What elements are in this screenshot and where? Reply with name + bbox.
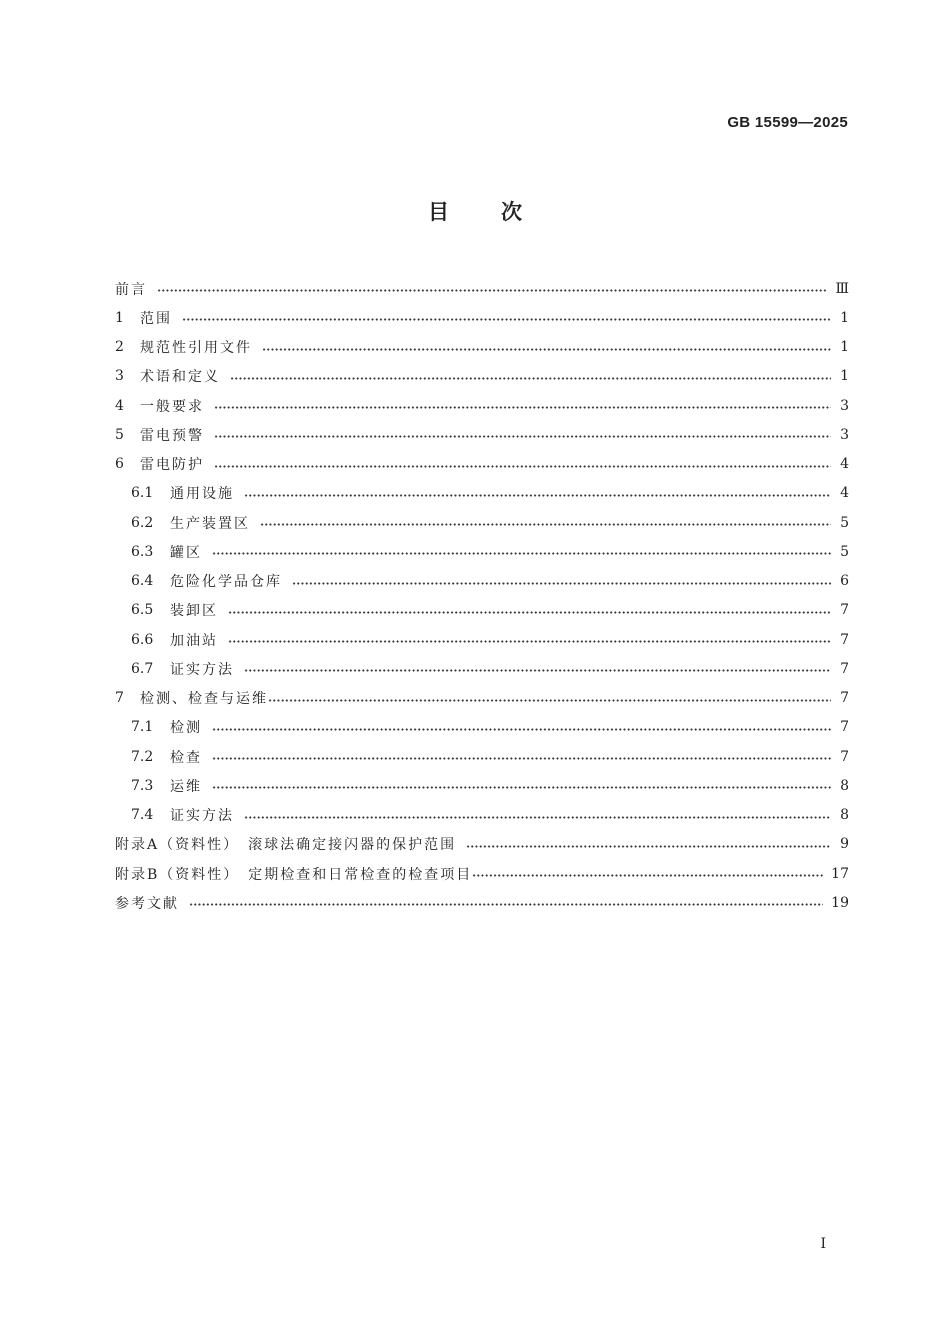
toc-entry[interactable] [115,450,849,479]
toc-entry-number: 4 [115,397,124,414]
toc-entry-page: 7 [840,660,849,677]
dot-leader [157,289,827,292]
dot-leader [228,640,831,643]
toc-entry[interactable] [115,830,849,859]
toc-entry-label: 附录A（资料性） 滚球法确定接闪器的保护范围 [115,837,457,854]
toc-entry-page: 17 [831,865,849,882]
toc-entry-label: 通用设施 [170,486,234,503]
toc-entry[interactable] [115,859,849,888]
toc-entry-label: 规范性引用文件 [140,340,252,357]
toc-entry-number: 7.1 [131,719,154,736]
toc-entry[interactable] [115,801,849,830]
toc-entry-page: 3 [840,426,849,443]
dot-leader [268,699,831,702]
toc-entry-page: 8 [840,777,849,794]
toc-entry-page: 5 [840,543,849,560]
toc-entry[interactable] [115,596,849,625]
toc-entry-label: 加油站 [170,632,218,649]
toc-entry-label: 参考文献 [115,895,179,912]
toc-entry-label: 检测 [170,720,202,737]
toc-entry-number: 7 [115,690,124,707]
dot-leader [214,406,831,409]
toc-entry-number: 6 [115,456,124,473]
toc-entry-label: 雷电防护 [140,457,204,474]
toc-entry[interactable] [115,537,849,566]
toc-entry-label: 范围 [140,310,172,327]
page-folio: I [820,1236,826,1252]
toc-entry-label: 罐区 [170,544,202,561]
dot-leader [244,669,831,672]
toc-entry-page: 8 [840,807,849,824]
dot-leader [228,611,831,614]
toc-entry[interactable] [115,742,849,771]
toc-entry-number: 6.7 [131,660,154,677]
dot-leader [212,757,831,760]
toc-entry-page: 1 [840,368,849,385]
toc-entry[interactable] [115,771,849,800]
toc-entry-page: 7 [840,602,849,619]
toc-entry-label: 危险化学品仓库 [170,574,282,591]
toc-entry-page: 9 [840,836,849,853]
toc-entry[interactable] [115,420,849,449]
toc-entry-number: 6.4 [131,573,154,590]
dot-leader [466,845,831,848]
toc-entry-number: 6.5 [131,602,154,619]
dot-leader [212,728,831,731]
toc-entry-number: 1 [115,309,124,326]
toc-entry-page: 7 [840,631,849,648]
dot-leader [472,874,823,877]
dot-leader [260,523,831,526]
toc-entry-label: 前言 [115,281,147,298]
toc-entry-page: 4 [840,485,849,502]
toc-entry-number: 6.1 [131,485,154,502]
toc-entry[interactable] [115,713,849,742]
toc-entry[interactable] [115,333,849,362]
toc-entry-page: Ⅲ [835,280,849,297]
page-title: 目次 [428,200,574,224]
toc-entry-label: 术语和定义 [140,369,220,386]
toc-entry-page: 7 [840,690,849,707]
toc-entry-number: 3 [115,368,124,385]
toc-entry-number: 6.6 [131,631,154,648]
dot-leader [244,816,831,819]
toc-entry-number: 2 [115,339,124,356]
toc-entry-label: 运维 [170,778,202,795]
toc-entry[interactable] [115,391,849,420]
toc-entry[interactable] [115,274,849,303]
toc-entry-page: 5 [840,514,849,531]
toc-entry-number: 7.2 [131,748,154,765]
toc-entry-number: 5 [115,426,124,443]
toc-entry[interactable] [115,684,849,713]
standard-number: GB 15599—2025 [727,114,848,131]
toc-entry-number: 6.3 [131,543,154,560]
toc-entry-page: 4 [840,456,849,473]
toc-entry-label: 检测、检查与运维 [140,691,268,708]
dot-leader [214,435,831,438]
toc-entry-page: 1 [840,339,849,356]
toc-entry-page: 7 [840,748,849,765]
toc-entry[interactable] [115,362,849,391]
toc-entry[interactable] [115,888,849,917]
dot-leader [230,377,831,380]
toc-entry-page: 6 [840,573,849,590]
table-of-contents [115,274,849,918]
toc-entry-number: 6.2 [131,514,154,531]
toc-entry[interactable] [115,303,849,332]
toc-entry-page: 3 [840,397,849,414]
dot-leader [292,582,831,585]
dot-leader [244,494,831,497]
toc-entry-label: 证实方法 [170,808,234,825]
toc-entry-number: 7.3 [131,777,154,794]
toc-entry[interactable] [115,654,849,683]
toc-entry[interactable] [115,508,849,537]
dot-leader [182,318,831,321]
toc-entry-page: 19 [831,894,849,911]
toc-entry[interactable] [115,567,849,596]
toc-entry-label: 一般要求 [140,398,204,415]
toc-entry[interactable] [115,625,849,654]
toc-entry-label: 雷电预警 [140,427,204,444]
dot-leader [212,786,831,789]
dot-leader [189,903,823,906]
dot-leader [214,465,831,468]
toc-entry-label: 生产装置区 [170,515,250,532]
dot-leader [212,552,831,555]
toc-entry-number: 7.4 [131,807,154,824]
toc-entry[interactable] [115,479,849,508]
toc-entry-label: 附录B（资料性） 定期检查和日常检查的检查项目 [115,866,473,883]
toc-entry-label: 装卸区 [170,603,218,620]
toc-entry-page: 7 [840,719,849,736]
toc-entry-page: 1 [840,309,849,326]
toc-entry-label: 证实方法 [170,661,234,678]
toc-entry-label: 检查 [170,749,202,766]
dot-leader [262,348,831,351]
